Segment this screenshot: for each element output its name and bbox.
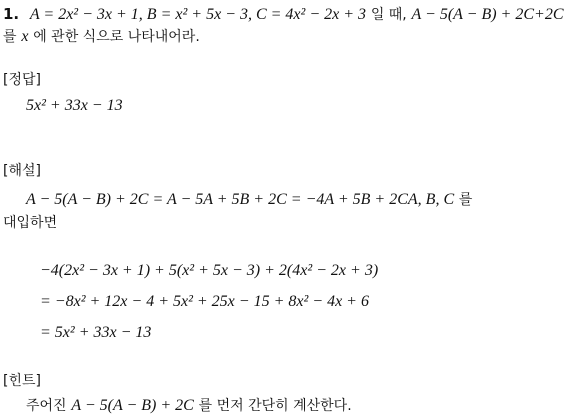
explanation-line-1	[26, 189, 472, 210]
hint-header: [힌트]	[3, 373, 41, 389]
problem-target-expression: A − 5(A − B) + 2C	[411, 6, 535, 23]
hint-expression: A − 5(A − B) + 2C	[71, 397, 194, 414]
problem-line2-suffix: 에 관한 식으로 나타내어라.	[33, 29, 200, 45]
problem-line-2	[3, 26, 200, 47]
problem-line2-prefix: 를	[3, 29, 17, 45]
problem-line-1: 1. A = 2x² − 3x + 1, B = x² + 5x − 3, C = 4x² − 2x + 3 일 때, A − 5(A − B) + 2C+2C	[3, 5, 564, 23]
calculation-step-1: −4(2x² − 3x + 1) + 5(x² + 5x − 3) + 2(4x² − 2x + 3)	[40, 262, 379, 279]
problem-variable: x	[21, 28, 29, 45]
calculation-step-3: = 5x² + 33x − 13	[40, 324, 152, 341]
explanation-line-2: 대입하면	[3, 215, 58, 231]
problem-condition: 일 때,	[370, 7, 407, 23]
explanation-line1-suffix: 를	[458, 192, 473, 208]
answer-value: 5x² + 33x − 13	[26, 97, 123, 114]
hint-suffix: 를 먼저 간단히 계산한다.	[198, 398, 352, 414]
hint-prefix: 주어진	[26, 398, 67, 414]
problem-given: A = 2x² − 3x + 1, B = x² + 5x − 3, C = 4x² − 2x + 3	[29, 6, 367, 23]
hint-line	[26, 395, 352, 416]
answer-header: [정답]	[3, 72, 41, 88]
explanation-header: [해설]	[3, 163, 41, 179]
problem-number: 1.	[3, 5, 20, 23]
calculation-step-2: = −8x² + 12x − 4 + 5x² + 25x − 15 + 8x² − 4x + 6	[40, 293, 369, 310]
explanation-equation: A − 5(A − B) + 2C = A − 5A + 5B + 2C = −4A + 5B + 2CA, B, C	[26, 191, 455, 208]
